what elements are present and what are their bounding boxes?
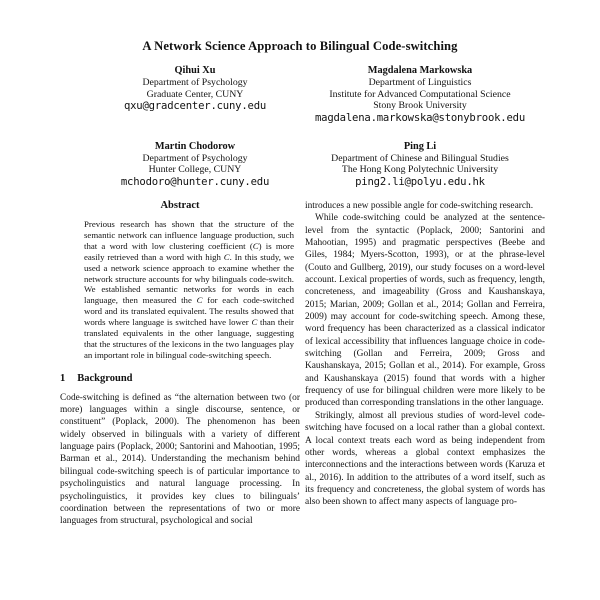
author-ping-li (305, 141, 535, 189)
author-row-2 (0, 141, 600, 189)
author-name: Qihui Xu (174, 65, 216, 76)
author-affiliation: The Hong Kong Polytechnic University (341, 164, 499, 176)
section-heading-background (60, 373, 300, 384)
right-column (305, 199, 545, 528)
author-affiliation: Institute for Advanced Computational Science (329, 88, 511, 100)
author-affiliation: Stony Brook University (373, 100, 467, 112)
author-martin-chodorow (85, 141, 305, 189)
author-name: Magdalena Markowska (367, 65, 473, 76)
body-paragraph: Strikingly, almost all previous studies of word-level code-switching have focused on a local rather than a global context. A local context treats each word as being independent from other words, whereas a global context emphasizes the interconnections and the interactions between words (Karuza et al., 2016). In addition to the attributes of a word itself, such as its frequency and concreteness, the global system of words has also been shown to affect many aspects of language pro- (305, 410, 545, 508)
author-affiliation: Department of Chinese and Bilingual Studies (331, 152, 509, 164)
author-email: mchodoro@hunter.cuny.edu (120, 175, 270, 188)
two-column-body (0, 199, 600, 528)
author-row-1 (0, 65, 600, 125)
body-paragraph: Code-switching is defined as “the alternation between two (or more) languages within a single discourse, sentence, or constituent” (Poplack, 2000). The phenomenon has been widely observed in bilinguals with a variety of different language pairs (Poplack, 2000; Santorini and Mahootian, 1995; Barman et al., 2014). Understanding the mechanism behind bilingual code-switching speech is of particular importance to psycholinguistics and natural language processing. In psycholinguistics, it provides key clues to bilinguals’ coordination between the representations of two or more languages from structural, psychological and social (60, 392, 300, 527)
author-email: ping2.li@polyu.edu.hk (355, 175, 485, 188)
author-affiliation: Graduate Center, CUNY (146, 88, 244, 100)
abstract-text: Previous research has shown that the structure of the semantic network can influence language production, such that a word with low clustering coefficient (C) is more easily retrieved than a word with high C. In this study, we used a network science approach to examine whether the network structure accounts for why bilinguals code-switch. We established semantic networks for words in each language, then measured the C for each code-switched word and its translated equivalent. The results showed that words where language is switched have lower C than their translated equivalents in the other language, suggesting that the structures of the lexicons in the two languages play an important role in bilingual code-switching speech. (84, 218, 294, 360)
author-affiliation: Hunter College, CUNY (148, 164, 242, 176)
author-email: qxu@gradcenter.cuny.edu (123, 100, 267, 113)
author-name: Ping Li (403, 140, 437, 152)
abstract-heading: Abstract (160, 199, 200, 211)
author-magdalena-markowska (305, 65, 535, 125)
author-block (0, 65, 600, 189)
body-paragraph: introduces a new possible angle for code-switching research. (305, 200, 534, 211)
paper-title: A Network Science Approach to Bilingual Code-switching (142, 39, 458, 53)
author-email: magdalena.markowska@stonybrook.edu (314, 111, 526, 124)
author-affiliation: Department of Linguistics (368, 77, 472, 88)
section-number: 1 (60, 372, 66, 384)
author-affiliation: Department of Psychology (142, 77, 248, 88)
author-affiliation: Department of Psychology (142, 152, 248, 164)
section-title: Background (77, 372, 133, 384)
left-column (60, 199, 300, 528)
author-name: Martin Chodorow (154, 140, 236, 152)
author-qihui-xu (85, 65, 305, 113)
body-paragraph: While code-switching could be analyzed at the sentence-level from the syntactic (Poplack, 2000; Santorini and Mahootian, 1995) and pragmatic perspectives (Beebe and Giles, 1984; Myers-Scotton, 1993), or at the phrase-level (Couto and Gullberg, 2019), our study focuses on a word-level account. Lexical properties of words, such as frequency, length, concreteness, and imageability (Gross and Kaushanskaya, 2015; Marian, 2009; Gollan et al., 2014; Gollan and Ferreira, 2009) may account for code-switching speech. Among these, word frequency has been characterized as a classical indicator of lexical accessibility that influences language choice in code-switching (Gollan and Ferreira, 2009; Gross and Kaushanskaya, 2015; Gollan et al., 2014). For example, Gross and Kaushanskaya (2015) found that words with a higher frequency of use for bilingual children were more likely to be produced than corresponding translations in the other language. (305, 213, 545, 409)
